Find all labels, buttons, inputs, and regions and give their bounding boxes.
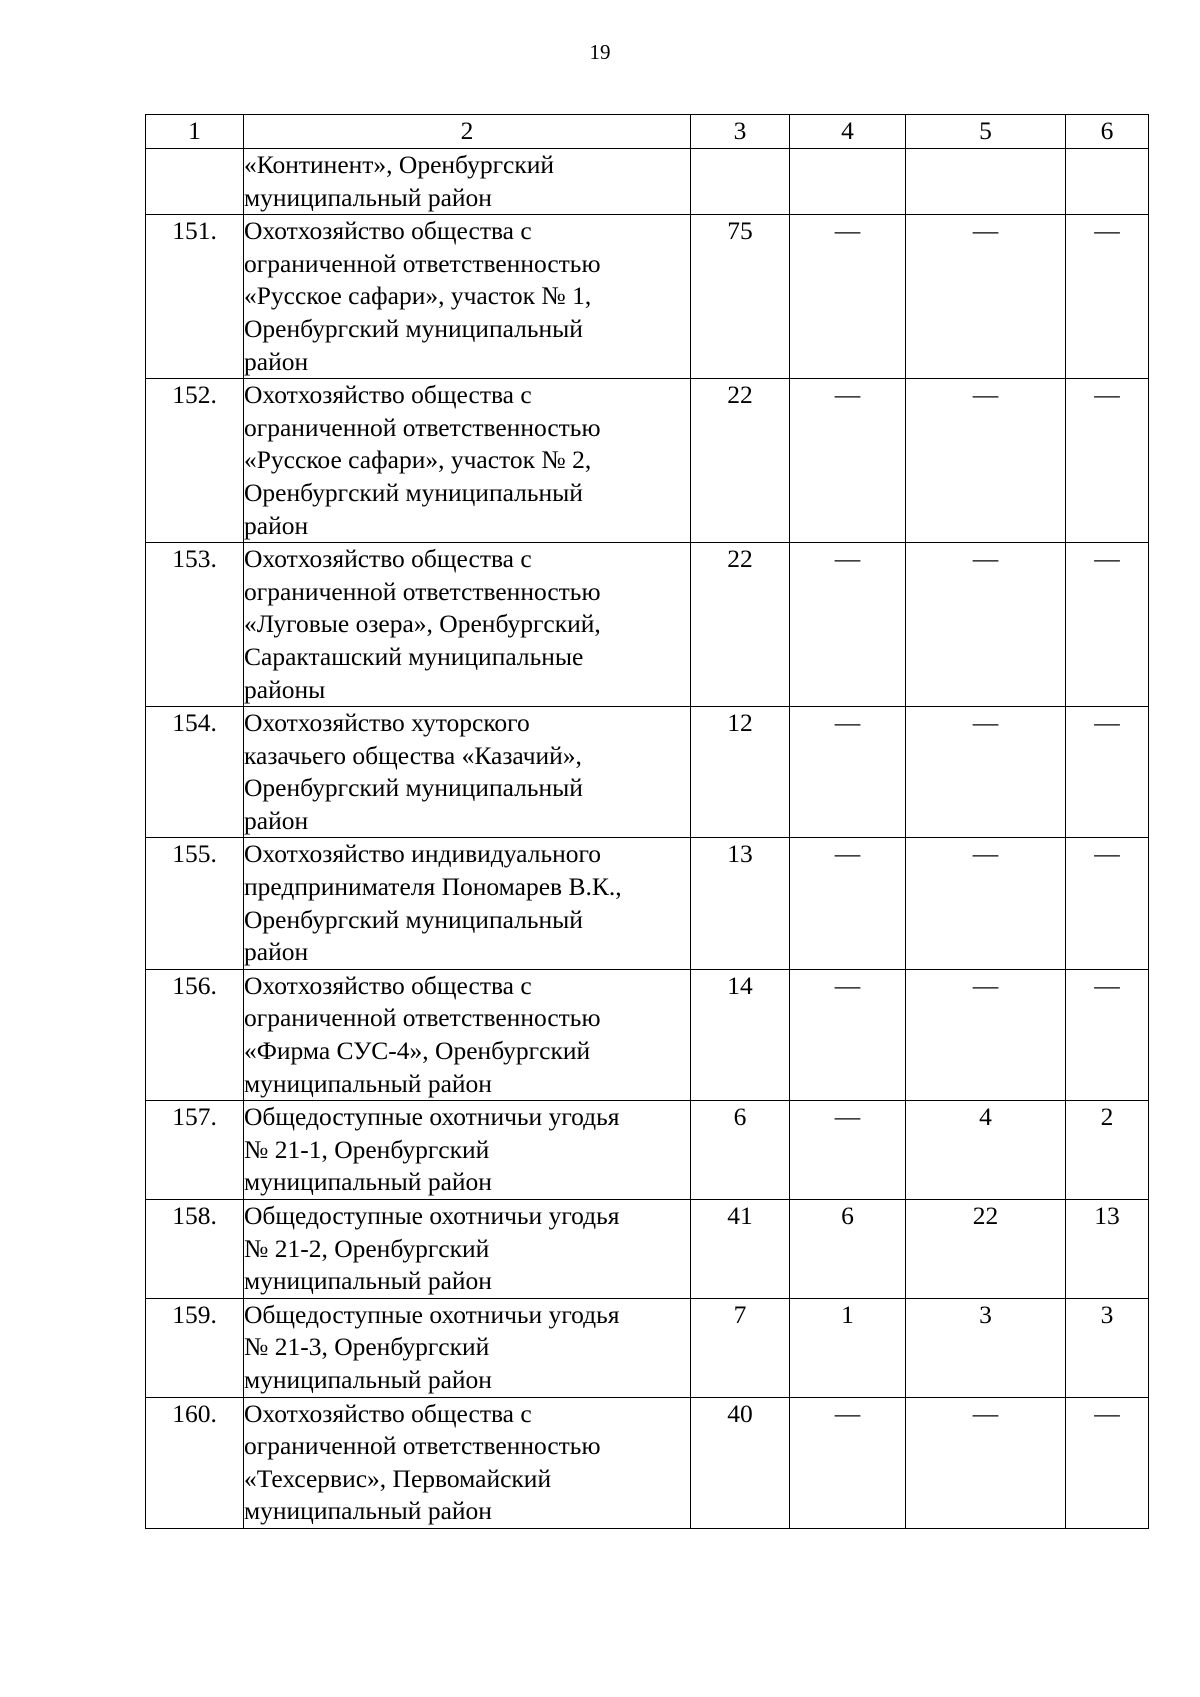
page-number: 19 — [589, 40, 611, 64]
row-number: 158. — [146, 1200, 244, 1299]
value-c6: — — [1066, 543, 1149, 707]
value-c4: — — [790, 707, 906, 838]
value-c4: — — [790, 215, 906, 379]
hunting-ground-name — [244, 969, 691, 1100]
hunting-ground-name — [244, 1298, 691, 1397]
name-line: муниципальный район — [244, 1496, 492, 1526]
row-number: 157. — [146, 1101, 244, 1200]
value-c6: — — [1066, 379, 1149, 543]
row-number — [146, 149, 244, 215]
hunting-ground-name — [244, 707, 691, 838]
name-line: «Континент», Оренбургский — [244, 150, 555, 179]
value-c3: 12 — [691, 707, 790, 838]
value-c3: 75 — [691, 215, 790, 379]
name-line: Общедоступные охотничьи угодья — [244, 1299, 620, 1329]
name-line: «Русское сафари», участок № 2, — [244, 445, 592, 475]
name-line: Охотхозяйство общества с — [244, 1398, 532, 1428]
name-line: Оренбургский муниципальный — [244, 904, 583, 934]
table-row — [146, 215, 1149, 379]
table-row — [146, 838, 1149, 969]
row-number: 155. — [146, 838, 244, 969]
column-header-3: 3 — [691, 115, 790, 149]
table-row — [146, 543, 1149, 707]
hunting-ground-name — [244, 838, 691, 969]
value-c3 — [691, 149, 790, 215]
name-line: район — [244, 805, 309, 835]
row-number: 152. — [146, 379, 244, 543]
name-line: ограниченной ответственностью — [244, 1003, 601, 1033]
name-line: Общедоступные охотничьи угодья — [244, 1201, 620, 1230]
value-c5: 3 — [906, 1298, 1066, 1397]
table-body — [146, 115, 1149, 1529]
value-c4: — — [790, 379, 906, 543]
name-line: муниципальный район — [244, 1167, 492, 1197]
value-c3: 7 — [691, 1298, 790, 1397]
name-line: ограниченной ответственностью — [244, 248, 601, 278]
hunting-ground-name — [244, 543, 691, 707]
row-number: 154. — [146, 707, 244, 838]
name-line: Охотхозяйство общества с — [244, 970, 532, 1000]
hunting-ground-name — [244, 1101, 691, 1200]
value-c6: 2 — [1066, 1101, 1149, 1200]
table-row — [146, 1101, 1149, 1200]
value-c5: 4 — [906, 1101, 1066, 1200]
table-row — [146, 1397, 1149, 1528]
value-c3: 40 — [691, 1397, 790, 1528]
value-c4: — — [790, 543, 906, 707]
hunting-ground-name — [244, 149, 691, 215]
value-c3: 6 — [691, 1101, 790, 1200]
name-line: казачьего общества «Казачий», — [244, 740, 582, 770]
row-number: 151. — [146, 215, 244, 379]
name-line: № 21-1, Оренбургский — [244, 1134, 490, 1164]
value-c6: — — [1066, 1397, 1149, 1528]
value-c6 — [1066, 149, 1149, 215]
name-line: муниципальный район — [244, 1266, 492, 1296]
table-row — [146, 149, 1149, 215]
column-header-5: 5 — [906, 115, 1066, 149]
value-c6: 3 — [1066, 1298, 1149, 1397]
name-line: предпринимателя Пономарев В.К., — [244, 872, 622, 902]
column-header-4: 4 — [790, 115, 906, 149]
name-line: муниципальный район — [244, 1364, 492, 1394]
value-c5: 22 — [906, 1200, 1066, 1299]
name-line: ограниченной ответственностью — [244, 576, 601, 606]
row-number: 160. — [146, 1397, 244, 1528]
table-row — [146, 969, 1149, 1100]
value-c4: 6 — [790, 1200, 906, 1299]
value-c3: 13 — [691, 838, 790, 969]
name-line: район — [244, 937, 309, 967]
value-c5: — — [906, 379, 1066, 543]
value-c5: — — [906, 838, 1066, 969]
value-c3: 41 — [691, 1200, 790, 1299]
name-line: Оренбургский муниципальный — [244, 313, 583, 343]
value-c4: — — [790, 1397, 906, 1528]
name-line: № 21-3, Оренбургский — [244, 1332, 490, 1362]
value-c5: — — [906, 969, 1066, 1100]
value-c4: 1 — [790, 1298, 906, 1397]
value-c4: — — [790, 1101, 906, 1200]
value-c5: — — [906, 543, 1066, 707]
table-row — [146, 707, 1149, 838]
value-c4 — [790, 149, 906, 215]
name-line: № 21-2, Оренбургский — [244, 1233, 490, 1263]
name-line: Охотхозяйство общества с — [244, 380, 532, 410]
value-c3: 14 — [691, 969, 790, 1100]
name-line: ограниченной ответственностью — [244, 412, 601, 442]
name-line: район — [244, 346, 309, 376]
value-c6: — — [1066, 969, 1149, 1100]
row-number: 153. — [146, 543, 244, 707]
hunting-ground-name — [244, 1397, 691, 1528]
value-c5: — — [906, 1397, 1066, 1528]
value-c3: 22 — [691, 379, 790, 543]
name-line: «Русское сафари», участок № 1, — [244, 281, 592, 311]
column-header-1: 1 — [146, 115, 244, 149]
hunting-ground-name — [244, 215, 691, 379]
table-row — [146, 1200, 1149, 1299]
value-c4: — — [790, 838, 906, 969]
name-line: Оренбургский муниципальный — [244, 477, 583, 507]
column-header-6: 6 — [1066, 115, 1149, 149]
name-line: Саракташский муниципальные — [244, 641, 584, 671]
name-line: «Техсервис», Первомайский — [244, 1463, 552, 1493]
value-c6: 13 — [1066, 1200, 1149, 1299]
name-line: районы — [244, 674, 326, 704]
value-c5 — [906, 149, 1066, 215]
row-number: 159. — [146, 1298, 244, 1397]
name-line: Охотхозяйство индивидуального — [244, 839, 602, 869]
hunting-ground-name — [244, 379, 691, 543]
data-table — [145, 114, 1149, 1529]
value-c6: — — [1066, 215, 1149, 379]
table-row — [146, 379, 1149, 543]
name-line: Общедоступные охотничьи угодья — [244, 1102, 620, 1132]
value-c5: — — [906, 707, 1066, 838]
name-line: «Фирма СУС-4», Оренбургский — [244, 1036, 591, 1066]
name-line: «Луговые озера», Оренбургский, — [244, 609, 601, 639]
name-line: Охотхозяйство общества с — [244, 216, 532, 246]
value-c6: — — [1066, 838, 1149, 969]
hunting-ground-name — [244, 1200, 691, 1299]
value-c6: — — [1066, 707, 1149, 838]
value-c5: — — [906, 215, 1066, 379]
name-line: Охотхозяйство общества с — [244, 544, 532, 574]
name-line: Охотхозяйство хуторского — [244, 708, 530, 738]
name-line: Оренбургский муниципальный — [244, 773, 583, 803]
name-line: муниципальный район — [244, 1068, 492, 1098]
name-line: ограниченной ответственностью — [244, 1431, 601, 1461]
value-c4: — — [790, 969, 906, 1100]
column-header-2: 2 — [244, 115, 691, 149]
name-line: муниципальный район — [244, 182, 492, 212]
value-c3: 22 — [691, 543, 790, 707]
table-row — [146, 1298, 1149, 1397]
name-line: район — [244, 510, 309, 540]
table-header-row — [146, 115, 1149, 149]
row-number: 156. — [146, 969, 244, 1100]
